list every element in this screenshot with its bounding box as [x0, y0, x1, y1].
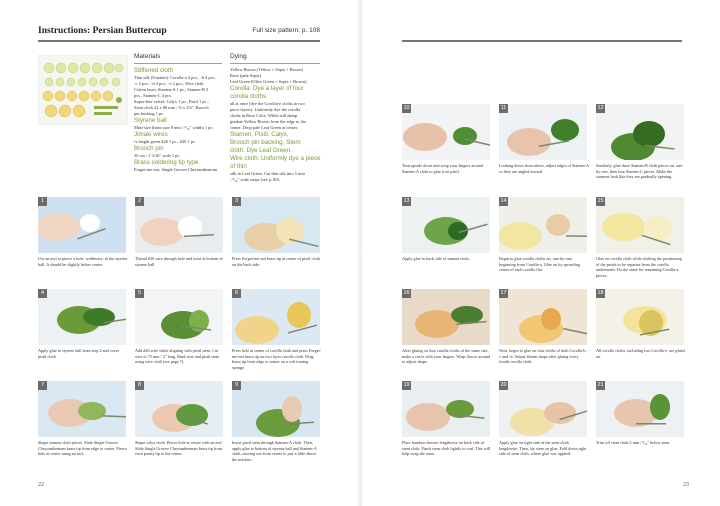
materials-rule — [134, 63, 222, 64]
step-caption: Turn upside down and wrap your fingers around Stamen-A cloth to glue it on pistil. — [402, 163, 483, 174]
materials-line: Forget-me-not, Single Groove Chrysanthemum — [134, 167, 218, 172]
step-number-badge: 15 — [597, 198, 604, 204]
materials-line: Jimaki wires — [134, 131, 168, 138]
step-number-badge: 8 — [135, 381, 144, 390]
step-photo — [596, 104, 684, 160]
dyeing-line: center. Drop pale Leaf Green at center. — [230, 125, 299, 130]
step-caption: Shape calyx cloth. Pierce hole at center with an awl. Slide Single Groove Chrysanthemum brass tip from each pointy tip to the center. — [135, 440, 223, 456]
step-number-badge: 12 — [597, 105, 604, 111]
step-caption: Apply glue to back side of stamen cloth. — [402, 256, 470, 261]
dyeing-line: cloth: Dye Leaf Green. — [230, 147, 292, 154]
step-caption: Thread #30 wire through hole and twist at bottom of styrene ball. — [135, 256, 223, 267]
step-caption: Add #26 wire while aligning with pistil stem. Cut wire to 75 mm / 3" long. Bind wire and pistil stem using wire cloth (see page 7). — [135, 348, 220, 364]
dyeing-line: Yellow Brown (Yellow + Sepia + Brown) — [230, 67, 304, 72]
step-number-badge: 14 — [500, 198, 507, 204]
step-photo — [232, 197, 320, 253]
step-photo — [402, 197, 490, 253]
step-photo — [38, 289, 126, 345]
step-number-badge: 4 — [38, 289, 47, 298]
dyeing-line: Leaf Green (Olive Green + Sepia + Brown) — [230, 79, 307, 84]
dyeing-line: silk in Leaf Green. Cut thin silk into 5 mm — [230, 171, 305, 176]
dyeing-line: Stamen, Pistil, Calyx, — [230, 131, 289, 138]
step-caption: Apply glue on right side of the stem cloth lengthwise. Then, lay stem on glue. Fold down right side of stem cloth, where glue was applied. — [499, 440, 587, 456]
step-photo — [135, 381, 223, 437]
step-caption: Glue on corolla cloth while shifting the positioning of the petals to be separate from the corolla underneath. Do the same for remaining Corolla-a pieces. — [596, 256, 682, 278]
step-number-badge: 21 — [597, 382, 604, 388]
step-photo — [232, 289, 320, 345]
step-caption: Press hole at center of corolla cloth and press Forget-me-not brass tip on two layer corolla cloth. Drag brass tip from edge to center on a soft ironing sponge. — [232, 348, 322, 370]
dyeing-line: Wire cloth: Uniformly dye a piece of thin — [230, 155, 321, 170]
page-number-right: 23 — [683, 482, 689, 488]
step-number-badge: 20 — [500, 382, 507, 388]
step-caption: Next, begin to glue on four cloths of both Corolla-b, -c and -d. Adjust bloom shape after gluing every fourth corolla cloth. — [499, 348, 590, 364]
step-number-badge: 9 — [232, 381, 241, 390]
dyeing-line: piece layers). Uniformly dye the corolla — [230, 107, 301, 112]
dyeing-rule — [230, 63, 320, 64]
materials-illustration — [39, 56, 127, 124]
materials-line: Thin silk (Unabrie): Corolla-a 4 pcs., -b 4 pcs., — [134, 75, 217, 80]
dyeing-line: Brooch pin backing, Stem — [230, 139, 301, 146]
step-photo — [402, 381, 490, 437]
dyeing-heading: Dying — [230, 53, 247, 60]
materials-line: pin backing 1 pc. — [134, 111, 165, 116]
step-number-badge: 11 — [500, 105, 507, 111]
dyeing-line: all at once (dye the Corolla-e cloths in two — [230, 101, 305, 106]
step-photo — [232, 381, 320, 437]
step-caption: Similarly, glue three Stamen-B cloth pieces on, one-by-one, then four Stamen-C pieces. Make the stamens look like they are gradually opening. — [596, 163, 684, 179]
step-photo — [499, 289, 587, 345]
materials-line: 30 cm / 1 3/16" wide 1 pc. — [134, 153, 181, 158]
materials-line: Stem cloth 22 x 80 mm / ⅞ x 3⅛", Brooch — [134, 105, 209, 110]
materials-photo — [38, 55, 128, 125]
step-number-badge: 16 — [403, 290, 410, 296]
materials-heading: Materials — [134, 53, 161, 60]
step-caption: Looking down from above, adjust edges of Stamen-A so they are angled inward. — [499, 163, 589, 174]
materials-line: pcs., Stamen-C 4 pcs. — [134, 93, 173, 98]
step-caption: Shape stamen cloth pieces. Slide Single Groove Chrysanthemum brass tip from edge to center. Pierce hole at center using an awl. — [38, 440, 127, 456]
right-header-rule — [402, 40, 682, 42]
step-caption: Place bamboo skewer lengthwise on back side of stem cloth. Pinch stem cloth lightly to curl. This will help wrap the stem. — [402, 440, 491, 456]
materials-line: Styrene ball — [134, 117, 167, 124]
materials-line: Super-fine velvet: Calyx 1 pc., Pistil 1 pc., — [134, 99, 209, 104]
page-number-left: 22 — [38, 482, 44, 488]
step-photo — [596, 381, 684, 437]
header-rule — [38, 40, 320, 42]
step-number-badge: 18 — [597, 290, 604, 296]
step-caption: Use an awl to pierce a hole, widthwise, in the styrene ball. It should be slightly below center. — [38, 256, 128, 267]
step-number-badge: 1 — [38, 197, 47, 206]
step-caption: All corolla cloths, including two Corolla-e, are glued on. — [596, 348, 685, 359]
step-caption: After gluing on four corolla cloths of the same size, make a circle with your fingers. Wrap flower around to adjust shape. — [402, 348, 491, 364]
step-photo — [596, 197, 684, 253]
step-photo — [402, 104, 490, 160]
step-number-badge: 2 — [135, 197, 144, 206]
step-photo — [499, 104, 587, 160]
materials-list — [134, 67, 226, 173]
step-number-badge: 19 — [403, 382, 410, 388]
step-photo — [38, 381, 126, 437]
step-number-badge: 13 — [403, 198, 410, 204]
materials-line: Brooch pin — [134, 145, 164, 152]
step-number-badge: 5 — [135, 289, 144, 298]
step-caption: Trim off stem cloth 2 mm / ¹⁄₁₆" below stem. — [596, 440, 671, 445]
step-caption: Apply glue to styrene ball from step 2 and cover pistil cloth. — [38, 348, 120, 359]
step-caption: Begin to glue corolla cloths on, one-by-one, beginning from Corolla-a. Glue on by spreading center of each corolla flat. — [499, 256, 580, 272]
dyeing-line: cloths in Rose Color. While still damp — [230, 113, 298, 118]
step-number-badge: 6 — [232, 289, 241, 298]
dyeing-list — [230, 67, 322, 183]
pattern-reference: Full size pattern: p. 108 — [252, 27, 320, 34]
step-photo — [135, 197, 223, 253]
step-photo — [38, 197, 126, 253]
dyeing-line: Rose (pale Sepia) — [230, 73, 261, 78]
step-photo — [402, 289, 490, 345]
step-number-badge: 17 — [500, 290, 507, 296]
step-photo — [135, 289, 223, 345]
step-photo — [499, 197, 587, 253]
step-photo — [499, 381, 587, 437]
dyeing-line: Corolla: Dye a layer of four corolla cloths — [230, 85, 304, 100]
materials-line: Mini-size (bean size 8 mm / ⁵⁄₁₆" width) 1 pc. — [134, 125, 214, 130]
step-caption: Press Forget-me-not brass tip at center of pistil cloth on the back side. — [232, 256, 320, 267]
step-number-badge: 10 — [403, 105, 410, 111]
step-number-badge: 7 — [38, 381, 47, 390]
dyeing-line: gradate Yellow Brown from the edge to the — [230, 119, 306, 124]
page-header — [38, 26, 320, 40]
dyeing-line: / ³⁄₁₆" wide strips (see p. 80). — [230, 177, 281, 182]
materials-line: Cotton lawn: Stamen-A 1 pc., Stamen-B 3 — [134, 87, 209, 92]
materials-line: Stiffened cloth — [134, 67, 174, 74]
step-caption: Insert pistil stem through Stamen-A cloth. Then, apply glue to bottom of styrene ball and Stamen-A cloth, moving out from center to just a little above the notches. — [232, 440, 317, 462]
step-photo — [596, 289, 684, 345]
page-title: Instructions: Persian Buttercup — [38, 26, 167, 36]
materials-line: ¼ length green #26 1 pc., #30 1 pc. — [134, 139, 196, 144]
materials-line: Brass soldering tip type — [134, 159, 199, 166]
step-number-badge: 3 — [232, 197, 241, 206]
materials-line: -c 4 pcs., -d 4 pcs., -e 2 pcs., Wire cloth — [134, 81, 204, 86]
